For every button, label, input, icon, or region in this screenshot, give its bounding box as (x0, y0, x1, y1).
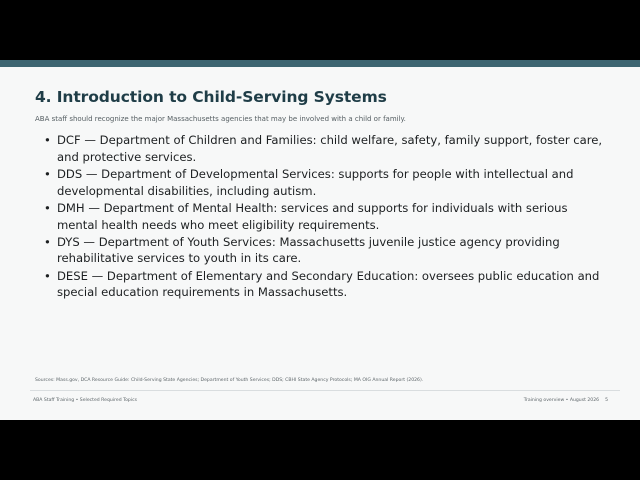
bullet-item-dese: • DESE — Department of Elementary and Secondary Education: oversees public education and special education requirements in Massachusetts. (44, 268, 604, 301)
sources-note: Sources: Mass.gov, DCA Resource Guide: Child-Serving State Agencies; Department of Youth Services; DDS; CBHI State Agency Protocols; MA OIG Annual Report (2026). (35, 378, 424, 383)
bullet-item-dys: • DYS — Department of Youth Services: Massachusetts juvenile justice agency providing rehabilitative services to youth in its care. (44, 234, 604, 267)
slide (0, 60, 640, 420)
footer-right-text: Training overview • August 2026 (523, 398, 600, 403)
footer-left-text: ABA Staff Training • Selected Required Topics (33, 398, 138, 403)
page-number: 5 (605, 398, 608, 403)
header-accent-bar (0, 60, 640, 67)
footer-right (524, 398, 608, 403)
bullet-item-dds: • DDS — Department of Developmental Services: supports for people with intellectual and developmental disabilities, including autism. (44, 166, 604, 199)
footer-divider (30, 390, 620, 391)
slide-title: 4. Introduction to Child-Serving Systems (35, 88, 387, 106)
bullet-item-dmh: • DMH — Department of Mental Health: services and supports for individuals with serious mental health needs who meet eligibility requirements. (44, 200, 604, 233)
agency-bullet-list (44, 132, 604, 302)
bullet-item-dcf: • DCF — Department of Children and Families: child welfare, safety, family support, foster care, and protective services. (44, 132, 604, 165)
slide-subtitle: ABA staff should recognize the major Massachusetts agencies that may be involved with a child or family. (35, 115, 406, 123)
